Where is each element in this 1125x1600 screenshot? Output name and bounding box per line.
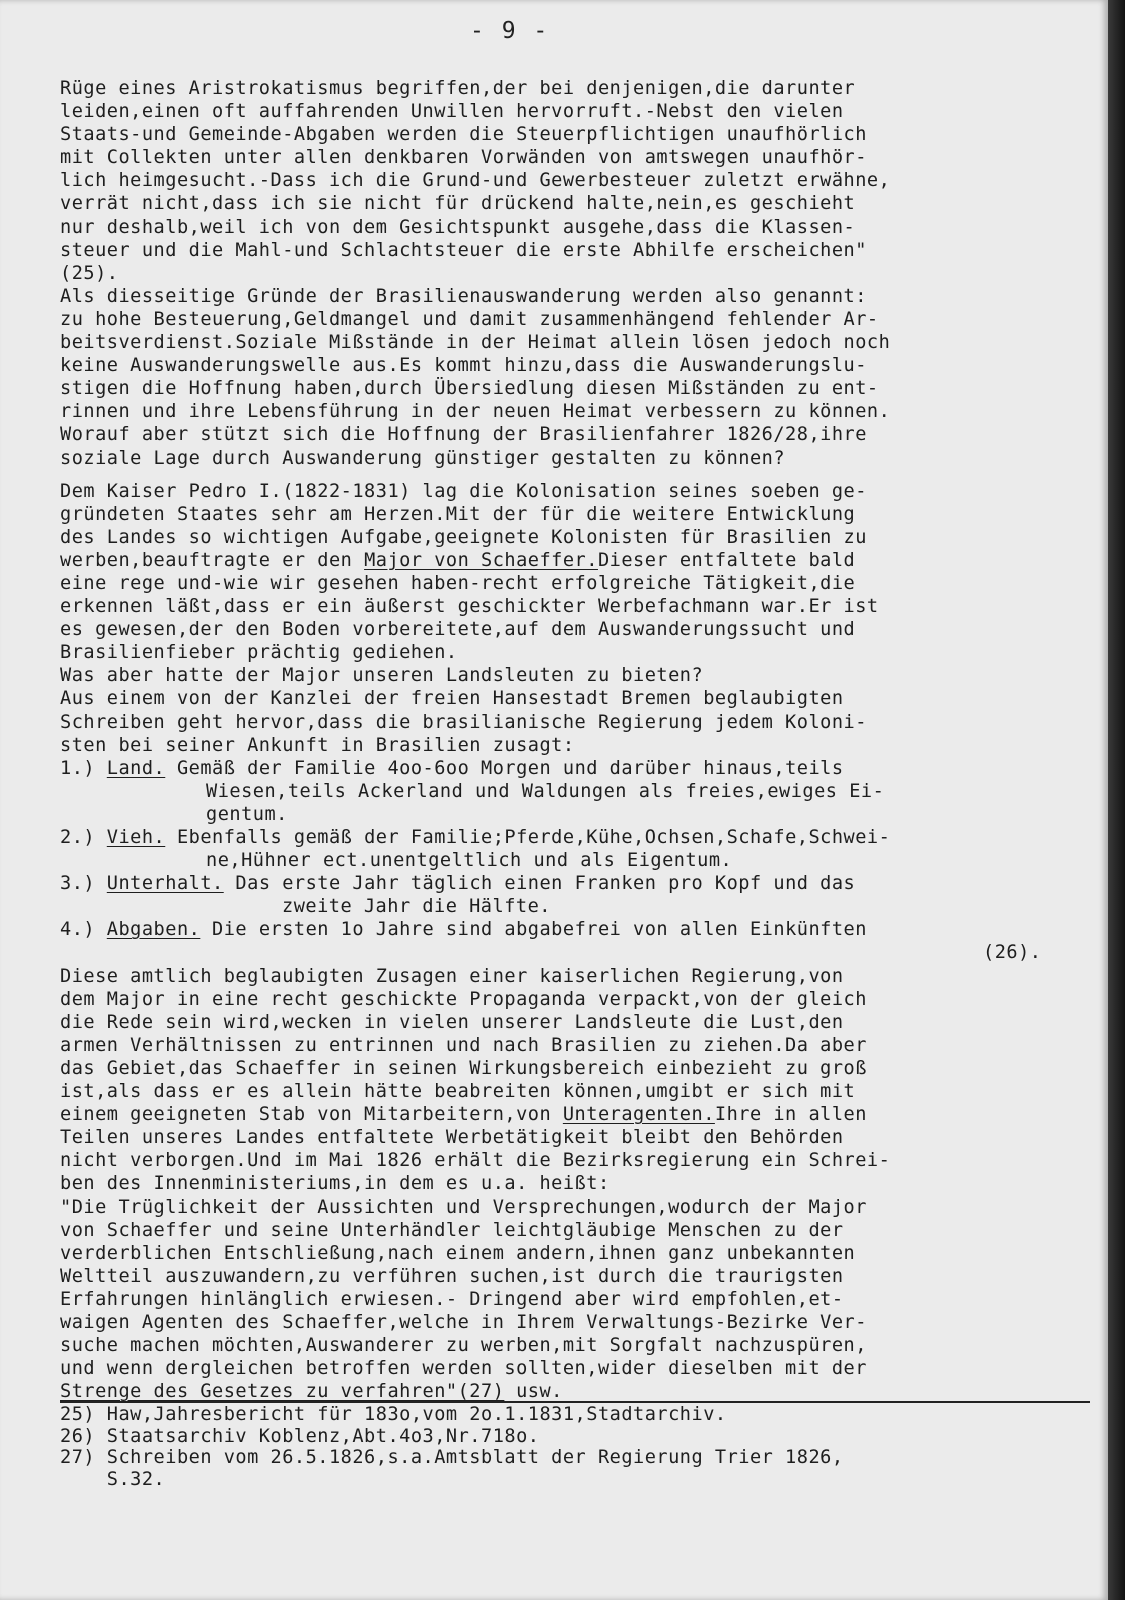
text-line: zu hohe Besteuerung,Geldmangel und damit zusammenhängend fehlender Ar-	[60, 308, 879, 330]
underlined-quote-end: Strenge des Gesetzes zu verfahren"(27)	[60, 1381, 505, 1403]
text-line: die Rede sein wird,wecken in vielen unserer Landsleute die Lust,den	[60, 1011, 844, 1033]
list-text: Die ersten 1o Jahre sind abgabefrei von allen Einkünften	[200, 919, 867, 941]
text-line: rinnen und ihre Lebensführung in der neuen Heimat verbessern zu können.	[60, 401, 891, 423]
text-line: Teilen unseres Landes entfaltete Werbetätigkeit bleibt den Behörden	[60, 1127, 844, 1149]
list-continuation: ne,Hühner ect.unentgeltlich und als Eigentum.	[206, 850, 733, 872]
text-line: Was aber hatte der Major unseren Landsleuten zu bieten?	[60, 665, 704, 687]
list-continuation: zweite Jahr die Hälfte.	[282, 896, 551, 918]
text-line: Worauf aber stützt sich die Hoffnung der Brasilienfahrer 1826/28,ihre	[60, 424, 867, 446]
underlined-major-name: Major von Schaeffer.	[364, 549, 598, 571]
footnote-27-cont: S.32.	[60, 1469, 166, 1491]
list-item-vieh	[60, 826, 1100, 849]
text-segment: werben,beauftragte er den	[60, 549, 365, 571]
text-line: sten bei seiner Ankunft in Brasilien zusagt:	[60, 734, 575, 756]
list-text: Gemäß der Familie 4oo-6oo Morgen und darüber hinaus,teils	[165, 757, 844, 779]
list-text: Ebenfalls gemäß der Familie;Pferde,Kühe,Ochsen,Schafe,Schwei-	[165, 827, 891, 848]
list-term: Vieh.	[106, 827, 166, 848]
text-line: (25).	[60, 262, 119, 284]
text-segment: einem geeigneten Stab von Mitarbeitern,von	[60, 1104, 563, 1126]
text-line: soziale Lage durch Auswanderung günstiger gestalten zu können?	[60, 447, 786, 469]
text-line: eine rege und-wie wir gesehen haben-recht erfolgreiche Tätigkeit,die	[60, 572, 856, 594]
text-line: erkennen läßt,dass er ein äußerst geschickter Werbefachmann war.Er ist	[60, 596, 879, 618]
list-item-abgaben	[60, 918, 1100, 941]
text-line: das Gebiet,das Schaeffer in seinen Wirkungsbereich einbezieht zu groß	[60, 1057, 867, 1079]
text-line: suche machen möchten,Auswanderer zu werben,mit Sorgfalt nachzuspüren,	[60, 1335, 867, 1357]
page-number: - 9 -	[470, 18, 550, 44]
text-line: "Die Trüglichkeit der Aussichten und Versprechungen,wodurch der Major	[60, 1196, 867, 1218]
text-line: keine Auswanderungswelle aus.Es kommt hinzu,dass die Auswanderungslu-	[60, 355, 867, 377]
footnote-26: 26) Staatsarchiv Koblenz,Abt.4o3,Nr.718o.	[60, 1425, 540, 1447]
text-line: beitsverdienst.Soziale Mißstände in der Heimat allein lösen jedoch noch	[60, 332, 891, 354]
list-number: 4.)	[60, 919, 107, 941]
text-line: steuer und die Mahl-und Schlachtsteuer die erste Abhilfe erscheichen"	[60, 239, 867, 261]
text-line	[60, 549, 1100, 572]
body-text	[60, 77, 1100, 1403]
text-line: leiden,einen oft auffahrenden Unwillen hervorruft.-Nebst den vielen	[60, 101, 844, 123]
text-line: von Schaeffer und seine Unterhändler leichtgläubige Menschen zu der	[60, 1219, 844, 1241]
text-line: Als diesseitige Gründe der Brasilienauswanderung werden also genannt:	[60, 285, 867, 307]
text-segment: usw.	[504, 1381, 563, 1403]
text-line: Erfahrungen hinlänglich erwiesen.- Dringend aber wird empfohlen,et-	[60, 1288, 844, 1310]
text-line: Brasilienfieber prächtig gediehen.	[60, 642, 458, 664]
text-line: verderblichen Entschließung,nach einem andern,ihnen ganz unbekannten	[60, 1242, 856, 1264]
text-line: des Landes so wichtigen Aufgabe,geeignete Kolonisten für Brasilien zu	[60, 526, 867, 548]
footnote-divider	[60, 1401, 1090, 1403]
footnote-27: 27) Schreiben vom 26.5.1826,s.a.Amtsblatt der Regierung Trier 1826,	[60, 1447, 844, 1469]
list-term: Land.	[106, 757, 166, 779]
text-line: armen Verhältnissen zu entrinnen und nach Brasilien zu ziehen.Da aber	[60, 1034, 867, 1056]
text-line: Weltteil auszuwandern,zu verführen suchen,ist durch die traurigsten	[60, 1265, 844, 1287]
list-continuation: gentum.	[206, 803, 288, 825]
list-continuation: Wiesen,teils Ackerland und Waldungen als freies,ewiges Ei-	[206, 780, 885, 802]
text-line: ben des Innenministeriums,in dem es u.a. heißt:	[60, 1173, 610, 1195]
text-line: Diese amtlich beglaubigten Zusagen einer kaiserlichen Regierung,von	[60, 965, 844, 987]
list-term: Unterhalt.	[106, 873, 224, 895]
footnotes	[60, 1404, 1100, 1491]
text-line	[60, 1380, 1100, 1403]
text-line: mit Collekten unter allen denkbaren Vorwänden von amtswegen unaufhör-	[60, 147, 867, 169]
list-number: 2.)	[60, 827, 107, 848]
text-line: Rüge eines Aristrokatismus begriffen,der bei denjenigen,die darunter	[60, 78, 856, 99]
list-number: 1.)	[60, 757, 107, 779]
text-line: nur deshalb,weil ich von dem Gesichtspunkt ausgehe,dass die Klassen-	[60, 216, 856, 238]
paragraph-gap	[60, 470, 1100, 480]
text-segment: Ihre in allen	[714, 1104, 867, 1126]
list-text: Das erste Jahr täglich einen Franken pro Kopf und das	[223, 873, 856, 895]
text-line: ist,als dass er es allein hätte beabreiten können,umgibt er sich mit	[60, 1081, 856, 1103]
text-line: Dem Kaiser Pedro I.(1822-1831) lag die Kolonisation seines soeben ge-	[60, 480, 867, 502]
scan-border	[1108, 0, 1125, 1600]
text-line: gründeten Staates sehr am Herzen.Mit der für die weitere Entwicklung	[60, 503, 856, 525]
text-line: verrät nicht,dass ich sie nicht für drückend halte,nein,es geschieht	[60, 193, 856, 215]
underlined-unteragenten: Unteragenten.	[562, 1104, 715, 1126]
text-line: es gewesen,der den Boden vorbereitete,auf dem Auswanderungssucht und	[60, 619, 856, 641]
text-line: Schreiben geht hervor,dass die brasilianische Regierung jedem Koloni-	[60, 711, 867, 733]
text-line: Staats-und Gemeinde-Abgaben werden die Steuerpflichtigen unaufhörlich	[60, 124, 867, 146]
text-line: lich heimgesucht.-Dass ich die Grund-und Gewerbesteuer zuletzt erwähne,	[60, 170, 891, 192]
list-number: 3.)	[60, 873, 107, 895]
footnote-25: 25) Haw,Jahresbericht für 183o,vom 2o.1.1831,Stadtarchiv.	[60, 1404, 727, 1425]
list-continuation: (26).	[983, 942, 1042, 964]
text-line: und wenn dergleichen betroffen werden sollten,wider dieselben mit der	[60, 1358, 867, 1380]
text-segment: Dieser entfaltete bald	[597, 549, 856, 571]
list-item-unterhalt	[60, 872, 1100, 895]
text-line: nicht verborgen.Und im Mai 1826 erhält die Bezirksregierung ein Schrei-	[60, 1150, 891, 1172]
text-line: stigen die Hoffnung haben,durch Übersiedlung diesen Mißständen zu ent-	[60, 378, 879, 400]
text-line: dem Major in eine recht geschickte Propaganda verpackt,von der gleich	[60, 988, 867, 1010]
text-line: Aus einem von der Kanzlei der freien Hansestadt Bremen beglaubigten	[60, 688, 844, 710]
text-line: waigen Agenten des Schaeffer,welche in Ihrem Verwaltungs-Bezirke Ver-	[60, 1311, 867, 1333]
text-line	[60, 1103, 1100, 1126]
list-term: Abgaben.	[106, 919, 201, 941]
list-item-land	[60, 757, 1100, 780]
